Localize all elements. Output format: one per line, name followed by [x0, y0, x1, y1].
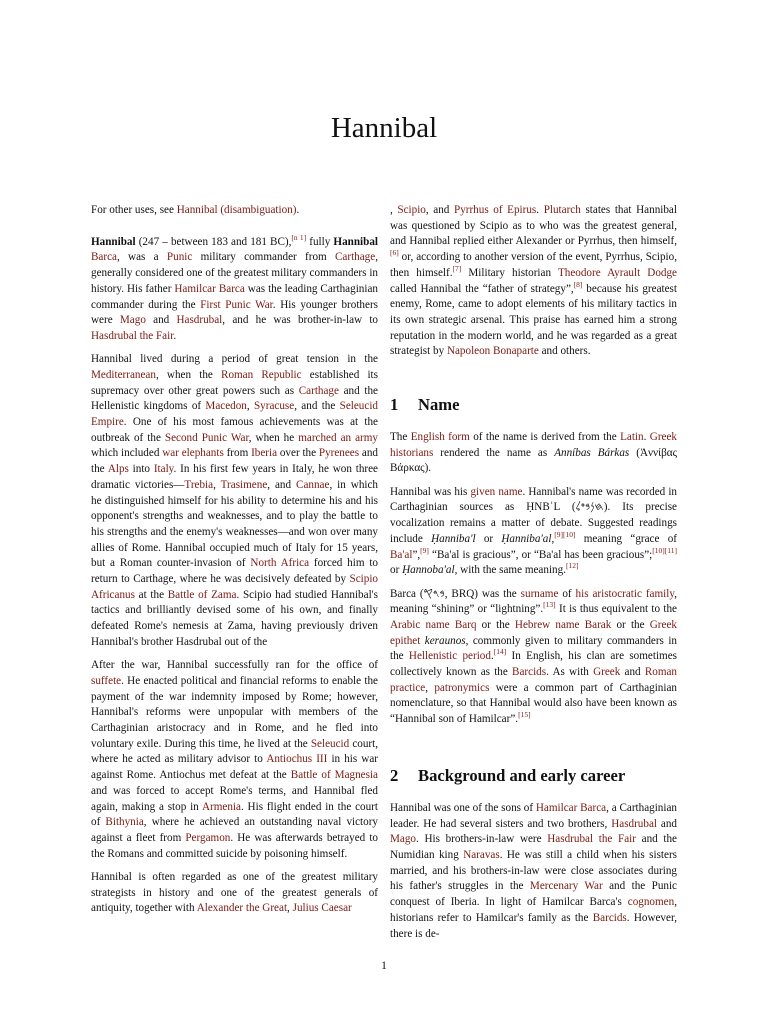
- intro-paragraph-3: After the war, Hannibal successfully ran for the office of suffete. He enacted political and financial reforms to enable the payment of the war indemnity imposed by Rome; however, Hannibal's reforms were unpopular with members of the Carthaginian aristocracy and in Rome, and he fled into voluntary exile. During this time, he lived at the Seleucid court, where he acted as military advisor to Antiochus III in his war against Rome. Antiochus met defeat at the Battle of Magnesia and was forced to accept Rome's terms, and Hannibal fled again, making a stop in Armenia. His flight ended in the court of Bithynia, where he achieved an outstanding naval victory against a fleet from Pergamon. He was afterwards betrayed to the Romans and committed suicide by poisoning himself.: [91, 659, 378, 860]
- intro-paragraph-1: Hannibal (247 – between 183 and 181 BC),[n 1] fully Hannibal Barca, was a Punic military commander from Carthage, generally considered one of the greatest military commanders in history. His father Hamilcar Barca was the leading Carthaginian commander during the First Punic War. His younger brothers were Mago and Hasdrubal, and he was brother-in-law to Hasdrubal the Fair.: [91, 232, 379, 342]
- disambiguation-note: For other uses, see Hannibal (disambiguation).: [91, 204, 300, 216]
- link[interactable]: war elephants: [162, 447, 224, 460]
- link[interactable]: Second Punic War: [164, 431, 249, 444]
- footnote-ref[interactable]: [6]: [390, 248, 399, 258]
- link[interactable]: Mago: [119, 314, 146, 327]
- right-column: [390, 203, 677, 950]
- link[interactable]: Italy: [153, 463, 174, 476]
- link[interactable]: Theodore Ayrault Dodge: [557, 266, 677, 279]
- page-number: 1: [381, 960, 387, 972]
- link[interactable]: Barak: [584, 618, 612, 631]
- link[interactable]: Ba'al: [390, 548, 413, 561]
- footnote-ref[interactable]: [9][10]: [554, 529, 576, 539]
- link[interactable]: Trasimene: [220, 478, 268, 491]
- link[interactable]: Bithynia: [105, 816, 144, 829]
- link[interactable]: marched an army: [298, 431, 378, 444]
- link[interactable]: Roman practice: [390, 666, 677, 694]
- link[interactable]: Armenia: [201, 800, 241, 813]
- link[interactable]: Hasdrubal the Fair: [547, 833, 636, 846]
- link[interactable]: Syracuse: [253, 400, 295, 413]
- link[interactable]: Julius Caesar: [292, 902, 352, 915]
- footnote-ref[interactable]: [13]: [543, 600, 556, 610]
- footnote-ref[interactable]: [9]: [420, 545, 429, 555]
- intro-paragraph-2: Hannibal lived during a period of great tension in the Mediterranean, when the Roman Republic established its supremacy over other great powers such as Carthage and the Hellenistic kingdoms of Macedon, Syracuse, and the Seleucid Empire. One of his most famous achievements was at the outbreak of the Second Punic War, when he marched an army which included war elephants from Iberia over the Pyrenees and the Alps into Italy. In his first few years in Italy, he won three dramatic victories—Trebia, Trasimene, and Cannae, in which he distinguished himself for his ability to determine his and his opponent's strengths and weaknesses, and to play the battle to his strengths and the enemy's weaknesses—and won over many allies of Rome. Hannibal occupied much of Italy for 15 years, but a Roman counter-invasion of North Africa forced him to return to Carthage, where he was decisively defeated by Scipio Africanus at the Battle of Zama. Scipio had studied Hannibal's tactics and brilliantly devised some of his own, and finally defeated Rome's nemesis at Zama, having previously driven Hannibal's brother Hasdrubal out of the: [91, 353, 379, 648]
- section-heading-name: 1 Name: [390, 395, 460, 415]
- page-title: Hannibal: [330, 112, 438, 144]
- link[interactable]: Mago: [390, 833, 416, 846]
- link[interactable]: Latin: [620, 431, 644, 444]
- link[interactable]: Seleucid Empire: [91, 400, 378, 429]
- footnote-ref[interactable]: [8]: [573, 279, 583, 289]
- link[interactable]: Alexander the Great: [196, 902, 288, 915]
- link[interactable]: Plutarch: [543, 204, 581, 216]
- link[interactable]: Scipio: [397, 204, 426, 216]
- footnote-ref[interactable]: [12]: [565, 561, 579, 571]
- link[interactable]: Macedon: [205, 400, 247, 413]
- link[interactable]: Cannae: [296, 478, 330, 491]
- link[interactable]: Scipio Africanus: [91, 573, 378, 601]
- link[interactable]: Punic: [166, 251, 193, 264]
- link[interactable]: patronymics: [434, 681, 490, 694]
- link[interactable]: Hannibal (disambiguation): [176, 204, 297, 216]
- link[interactable]: English form: [410, 431, 470, 444]
- intro-paragraph-4-continued: , Scipio, and Pyrrhus of Epirus. Plutarch states that Hannibal was questioned by Scipio as to who was the greatest general, and Hannibal replied either Alexander or Pyrrhus, then himself,[6] or, according to another version of the event, Pyrrhus, Scipio, then himself.[7] Military historian Theodore Ayrault Dodge called Hannibal the “father of strategy”,[8] because his greatest enemy, Rome, came to adopt elements of his military tactics in its own strategic arsenal. This praise has earned him a strong reputation in the modern world, and he was regarded as a great strategist by Napoleon Bonaparte and others.: [390, 204, 677, 358]
- link[interactable]: Roman Republic: [221, 368, 302, 381]
- link[interactable]: Barcids: [592, 911, 627, 924]
- footnote-ref[interactable]: [10][11]: [652, 545, 677, 555]
- footnote-ref[interactable]: [n 1]: [291, 232, 307, 242]
- link[interactable]: Hamilcar Barca: [174, 282, 245, 295]
- link[interactable]: Barca: [91, 251, 117, 264]
- link[interactable]: Alps: [107, 463, 129, 476]
- section-heading-background: 2 Background and early career: [390, 765, 626, 785]
- name-paragraph-3: Barca (𐤁𐤓𐤒, BRQ) was the surname of his aristocratic family, meaning “shining” or “lightning”.[13] It is thus equivalent to the Arabic name Barq or the Hebrew name Barak or the Greek epithet keraunos, commonly given to military commanders in the Hellenistic period.[14] In English, his clan are sometimes collectively known as the Barcids. As with Greek and Roman practice, patronymics were a common part of Carthaginian nomenclature, so that Hannibal would also have been known as “Hannibal son of Hamilcar”.[15]: [390, 587, 677, 726]
- link[interactable]: Hebrew name: [514, 618, 580, 631]
- left-column: [91, 203, 378, 917]
- link[interactable]: North Africa: [250, 557, 310, 570]
- link[interactable]: Napoleon Bonaparte: [446, 345, 539, 358]
- link[interactable]: Mediterranean: [91, 368, 156, 381]
- link[interactable]: Hasdrubal: [176, 314, 223, 327]
- link[interactable]: Iberia: [251, 447, 278, 460]
- link[interactable]: Pyrenees: [318, 447, 360, 460]
- link[interactable]: Greek: [593, 666, 621, 679]
- link[interactable]: Trebia: [184, 478, 214, 491]
- footnote-ref[interactable]: [14]: [493, 647, 507, 657]
- link[interactable]: given name: [470, 485, 523, 498]
- link[interactable]: Carthage: [298, 384, 339, 397]
- link[interactable]: cognomen: [627, 896, 675, 909]
- link[interactable]: Hellenistic period: [408, 650, 491, 663]
- link[interactable]: Greek historians: [390, 431, 677, 459]
- link[interactable]: Battle of Magnesia: [290, 769, 378, 782]
- link[interactable]: Pyrrhus of Epirus: [454, 204, 537, 216]
- link[interactable]: Hamilcar Barca: [535, 801, 607, 814]
- link[interactable]: Battle of Zama: [167, 588, 237, 601]
- name-paragraph-2: Hannibal was his given name. Hannibal's name was recorded in Carthaginian sources as ḤNBʿL (𐤇𐤍𐤁𐤏𐤋). Its precise vocalization remains a matter of debate. Suggested readings include Ḥanniba'l or Ḥanniba'al,[9][10] meaning “grace of Ba'al”,[9] “Ba'al is gracious”, or “Ba'al has been gracious”;[10][11] or Ḥannoba'al, with the same meaning.[12]: [390, 485, 678, 577]
- link[interactable]: Pergamon: [185, 831, 231, 844]
- link[interactable]: Arabic name: [390, 618, 450, 631]
- link[interactable]: Mercenary War: [529, 880, 603, 893]
- link[interactable]: his aristocratic family: [575, 587, 675, 600]
- link[interactable]: Hasdrubal: [611, 817, 657, 830]
- link[interactable]: Seleucid: [310, 737, 350, 750]
- link[interactable]: Barcids: [512, 666, 547, 679]
- link[interactable]: surname: [520, 587, 559, 600]
- link[interactable]: suffete: [91, 674, 122, 687]
- intro-paragraph-4: Hannibal is often regarded as one of the greatest military strategists in history and one of the greatest generals of antiquity, together with Alexander the Great, Julius Caesar: [91, 870, 378, 915]
- link[interactable]: First Punic War: [200, 298, 273, 311]
- footnote-ref[interactable]: [7]: [452, 263, 462, 273]
- footnote-ref[interactable]: [15]: [518, 710, 531, 720]
- link[interactable]: Carthage: [334, 251, 376, 264]
- link[interactable]: Antiochus III: [266, 753, 328, 766]
- link[interactable]: Greek epithet: [390, 618, 677, 647]
- link[interactable]: Barq: [454, 618, 477, 631]
- link[interactable]: Hasdrubal the Fair: [91, 329, 174, 342]
- link[interactable]: Naravas: [463, 848, 500, 861]
- background-paragraph-1: Hannibal was one of the sons of Hamilcar Barca, a Carthaginian leader. He had several sisters and two brothers, Hasdrubal and Mago. His brothers-in-law were Hasdrubal the Fair and the Numidian king Naravas. He was still a child when his sisters married, and his brothers-in-law were close associates during his father's struggles in the Mercenary War and the Punic conquest of Iberia. In light of Hamilcar Barca's cognomen, historians refer to Hamilcar's family as the Barcids. However, there is de-: [390, 801, 678, 940]
- name-paragraph-1: The English form of the name is derived from the Latin. Greek historians rendered the name as Anníbas Bárkas (Ἀννίβας Βάρκας).: [390, 431, 677, 475]
